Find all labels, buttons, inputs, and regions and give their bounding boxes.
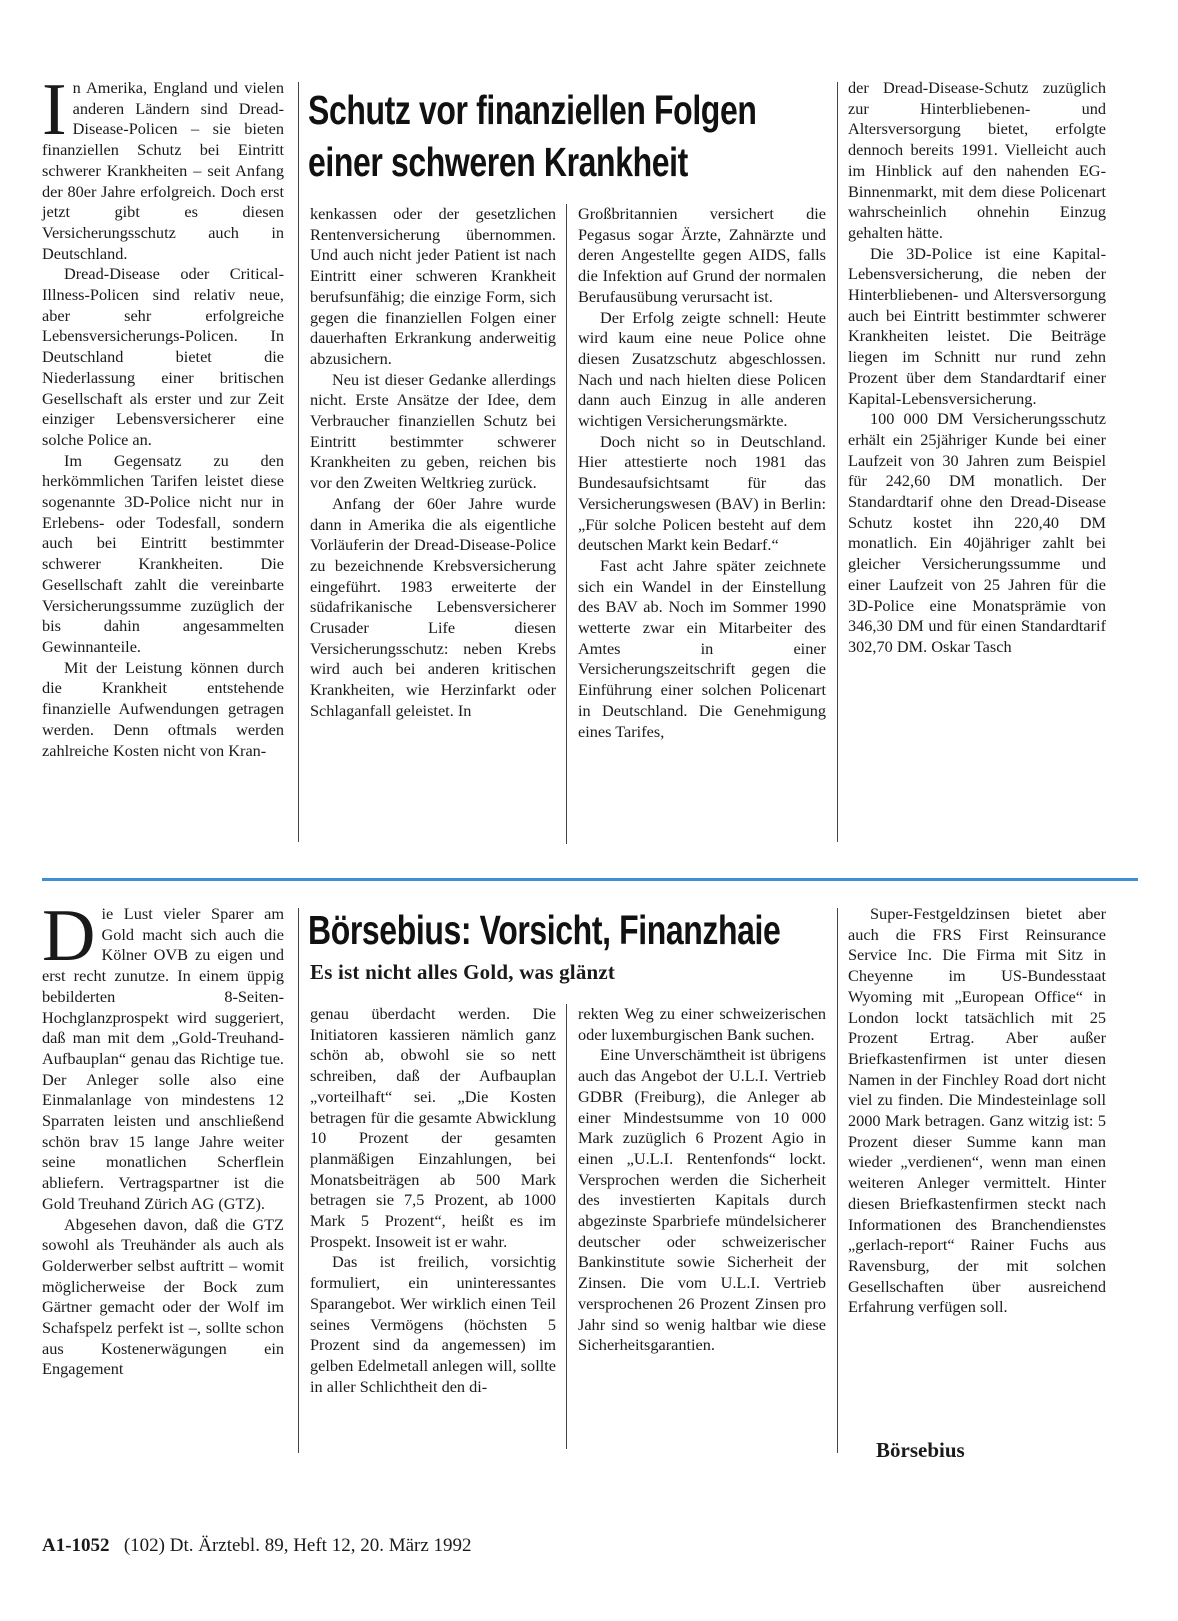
- dropcap: D: [42, 895, 96, 977]
- article1-column-2: kenkassen oder der gesetzlichen Rentenversicherung übernommen. Und auch nicht jeder Patient ist nach Eintritt einer schweren Krankheit berufsunfähig; die einzige Form, sich gegen die finanziellen Folgen einer dauerhaften Erkrankung anderweitig abzusichern. Neu ist dieser Gedanke allerdings nicht. Erste Ansätze der Idee, dem Verbraucher finanziellen Schutz bei Eintritt bestimmter schwerer Krankheiten zu geben, reichen bis vor den Zweiten Weltkrieg zurück. Anfang der 60er Jahre wurde dann in Amerika die als eigentliche Vorläuferin der Dread-Disease-Police zu bezeichnende Krebsversicherung eingeführt. 1983 erweiterte der südafrikanische Lebensversicherer Crusader Life diesen Versicherungsschutz: neben Krebs wird auch bei anderen kritischen Krankheiten, wie Herzinfarkt oder Schlaganfall geleistet. In: [310, 204, 556, 720]
- dropcap: I: [42, 69, 67, 151]
- journal-citation: (102) Dt. Ärztebl. 89, Heft 12, 20. März 1992: [123, 1535, 472, 1556]
- article1-col1-p4: Mit der Leistung können durch die Krankheit entstehende finanzielle Aufwendungen getragen werden. Denn oftmals werden zahlreiche Kosten nicht von Kran-: [42, 657, 284, 760]
- article1-col1-p2: Dread-Disease oder Critical-Illness-Policen sind relativ neue, aber sehr erfolgreiche Lebensversicherungs-Policen. In Deutschland bietet die Niederlassung einer britischen Gesellschaft als erster und zur Zeit einziger Lebensversicherer eine solche Police an.: [42, 264, 284, 449]
- article-dread-disease: [42, 69, 1138, 868]
- article1-column-1: [42, 69, 284, 761]
- article1-col1-p3: Im Gegensatz zu den herkömmlichen Tarifen leistet diese sogenannte 3D-Police nicht nur in Erlebens- oder Todesfall, sondern auch bei Eintritt bestimmter schwerer Krankheiten. Die Gesellschaft zahlt die vereinbarte Versicherungssumme zuzüglich der bis dahin angesammelten Gewinnanteile.: [42, 450, 284, 656]
- article1-column-3: Großbritannien versichert die Pegasus sogar Ärzte, Zahnärzte und deren Angestellte gegen AIDS, falls die Infektion auf Grund der normalen Berufausübung verursacht ist. Der Erfolg zeigte schnell: Heute wird kaum eine neue Police ohne diesen Zusatzschutz abgeschlossen. Nach und nach hielten diese Policen dann auch Einzug in alle anderen wichtigen Versicherungsmärkte. Doch nicht so in Deutschland. Hier attestierte noch 1981 das Bundesaufsichtsamt für das Versicherungswesen (BAV) in Berlin: „Für solche Policen besteht auf dem deutschen Markt kein Bedarf.“ Fast acht Jahre später zeichnete sich ein Wandel in der Einstellung des BAV ab. Noch im Sommer 1990 wetterte zwar ein Mitarbeiter des Amtes in einer Versicherungszeitschrift gegen die Einführung einer solchen Policenart in Deutschland. Die Genehmigung eines Tarifes,: [578, 204, 826, 741]
- column-divider: [566, 1004, 567, 1449]
- column-divider: [298, 82, 299, 842]
- page-reference: A1-1052: [42, 1535, 110, 1556]
- column-divider: [566, 204, 567, 844]
- article2-signature: Börsebius: [876, 1438, 965, 1462]
- article2-subhead: Es ist nicht alles Gold, was glänzt: [310, 960, 616, 984]
- article2-headline: Börsebius: Vorsicht, Finanzhaie: [308, 907, 781, 953]
- article1-column-4: der Dread-Disease-Schutz zuzüglich zur Hinterbliebenen- und Altersversorgung bietet, erfolgte dennoch bereits 1991. Vielleicht auch im Hinblick auf den nahenden EG-Binnenmarkt, mit dem diese Policenart wahrscheinlich ohnehin Einzug gehalten hätte. Die 3D-Police ist eine Kapital-Lebensversicherung, die neben der Hinterbliebenen- und Altersversorgung auch bei Eintritt bestimmter schwerer Krankheiten leistet. Die Beiträge liegen im Schnitt nur rund zehn Prozent über dem Standardtarif einer Kapital-Lebensversicherung. 100 000 DM Versicherungsschutz erhält ein 25jähriger Kunde bei einer Laufzeit von 30 Jahren zum Beispiel für 242,60 DM monatlich. Der Standardtarif ohne den Dread-Disease Schutz kostet ihn 220,40 DM monatlich. Ein 40jähriger zahlt bei gleicher Versicherungssumme und einer Laufzeit von 25 Jahren für die 3D-Police eine Monatsprämie von 346,30 DM und für einen Standardtarif 302,70 DM. Oskar Tasch: [848, 78, 1106, 656]
- article2-column-1: Die Lust vieler Sparer am Gold macht sich auch die Kölner OVB zu eigen und erst recht zunutze. In einem üppig bebilderten 8-Seiten-Hochglanzprospekt wird suggeriert, daß man mit dem „Gold-Treuhand-Aufbauplan“ genau das Richtige tue. Der Anleger solle also eine Einmalanlage von mindestens 12 Sparraten leisten und anschließend schön brav 15 lange Jahre weiter seine monatlichen Scherflein abliefern. Vertragspartner ist die Gold Treuhand Zürich AG (GTZ). Abgesehen davon, daß die GTZ sowohl als Treuhänder als auch als Golderwerber selbst auftritt – womit möglicherweise der Bock zum Gärtner gemacht oder der Wolf im Schafspelz perfekt ist –, sollte schon aus Kostenerwägungen ein Engagement: [42, 895, 284, 1379]
- column-divider: [837, 908, 838, 1453]
- page-footer: [42, 1535, 472, 1557]
- article-boersebius: [42, 895, 1138, 1464]
- article1-col1-p1: In Amerika, England und vielen anderen Ländern sind Dread-Disease-Policen – sie bieten finanziellen Schutz bei Eintritt schwerer Krankheiten – seit Anfang der 80er Jahre erfolgreich. Doch erst jetzt gibt es diesen Versicherungsschutz auch in Deutschland.: [42, 69, 284, 263]
- article2-column-2: genau überdacht werden. Die Initiatoren kassieren nämlich ganz schön ab, obwohl sie so nett schreiben, daß der Aufbauplan „vorteilhaft“ sei. „Die Kosten betragen für die gesamte Abwicklung 10 Prozent der gesamten planmäßigen Einzahlungen, bei Monatsbeiträgen ab 500 Mark betragen sie 7,5 Prozent, ab 1000 Mark 5 Prozent“, heißt es im Prospekt. Insoweit ist er wahr. Das ist freilich, vorsichtig formuliert, ein uninteressantes Sparangebot. Wer wirklich einen Teil seines Vermögens (höchsten 5 Prozent sind da angemessen) im gelben Edelmetall anlegen will, sollte in aller Schlichtheit den di-: [310, 1004, 556, 1396]
- article2-column-4: Super-Festgeldzinsen bietet aber auch die FRS First Reinsurance Service Inc. Die Firma mit Sitz in Cheyenne im US-Bundesstaat Wyoming mit „European Office“ in London lockt tatsächlich mit 25 Prozent Ertrag. Aber außer Briefkastenfirmen ist unter diesen Namen in der Finchley Road dort nicht viel zu finden. Die Mindesteinlage soll 2000 Mark betragen. Ganz witzig ist: 5 Prozent dieser Summe kann man wieder „verdienen“, wenn man einen weiteren Anleger vermittelt. Hinter diesen Briefkastenfirmen steckt nach Informationen des Branchendienstes „gerlach-report“ Rainer Fuchs aus Ravensburg, der mit solchen Gesellschaften über ausreichend Erfahrung verfügen soll.: [848, 904, 1106, 1317]
- section-divider-rule: [42, 878, 1138, 881]
- article2-column-3: rekten Weg zu einer schweizerischen oder luxemburgischen Bank suchen. Eine Unverschämtheit ist übrigens auch das Angebot der U.L.I. Vertrieb GDBR (Freiburg), die Anleger ab einer Mindestsumme von 10 000 Mark zuzüglich 6 Prozent Agio in einen „U.L.I. Rentenfonds“ lockt. Versprochen werden die Sicherheit des investierten Kapitals durch abgezinste Sparbriefe mündelsicherer deutscher oder schweizerischer Bankinstitute sowie Sicherheit der Zinsen. Die vom U.L.I. Vertrieb versprochenen 26 Prozent Zinsen pro Jahr sind so wenig haltbar wie diese Sicherheitsgarantien.: [578, 1004, 826, 1355]
- column-divider: [837, 82, 838, 842]
- column-divider: [298, 908, 299, 1453]
- article1-headline: Schutz vor finanziellen Folgen einer schweren Krankheit: [308, 87, 757, 185]
